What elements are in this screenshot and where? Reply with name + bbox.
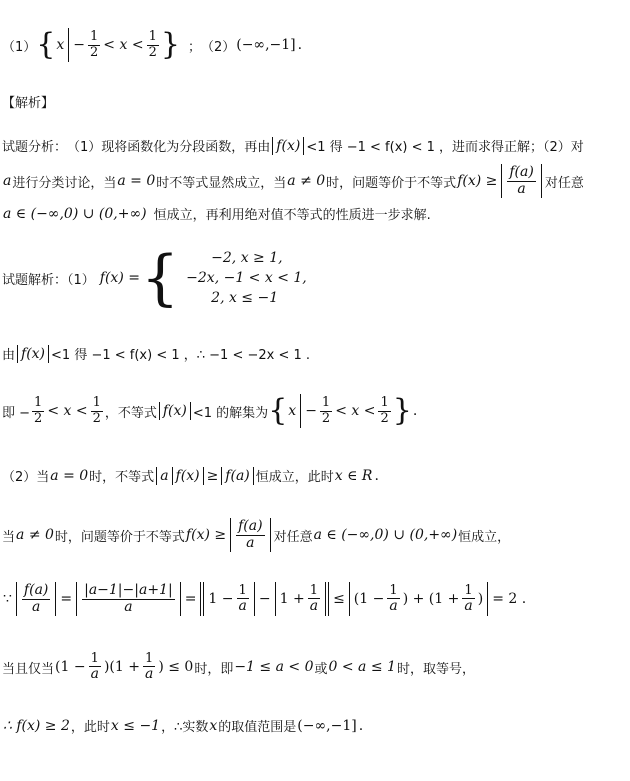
abs-bar bbox=[203, 582, 204, 616]
text: 时，问题等价于不等式 bbox=[54, 529, 185, 545]
half-fraction: $\frac{1}{2}$ bbox=[380, 395, 389, 426]
abs-bar bbox=[55, 582, 56, 616]
abs-bar bbox=[156, 467, 157, 485]
answer-part2-label: （2） bbox=[200, 39, 236, 55]
term: ) + (1 + bbox=[402, 591, 460, 607]
abs-bar bbox=[16, 582, 17, 616]
math: x ∈ R bbox=[334, 467, 373, 484]
math: 0 < a ≤ 1 bbox=[328, 659, 396, 676]
set-var: x bbox=[56, 37, 65, 53]
one-over-a: $\frac{1}{a}$ bbox=[464, 582, 473, 614]
minus: − bbox=[305, 403, 317, 419]
fa: f(a) bbox=[225, 467, 250, 484]
math: a ≠ 0 bbox=[16, 527, 54, 543]
abs-bar bbox=[76, 582, 77, 616]
var-a: a bbox=[160, 467, 169, 484]
text: 时，不等式 bbox=[89, 470, 155, 485]
analysis-line-2 bbox=[2, 164, 584, 198]
text: 时，问题等价于不等式 bbox=[326, 175, 457, 191]
abs-bar bbox=[221, 467, 222, 485]
solution-line-6 bbox=[2, 582, 527, 616]
abs-bar bbox=[487, 582, 488, 616]
half-fraction: $\frac{1}{2}$ bbox=[90, 29, 99, 60]
piecewise-cases bbox=[185, 248, 308, 308]
set-bar bbox=[300, 394, 301, 428]
interval: (−∞,−1] bbox=[297, 717, 357, 734]
section-title: 【解析】 bbox=[2, 96, 55, 111]
text: ，不等式 bbox=[104, 405, 157, 421]
abs-bar bbox=[501, 164, 502, 198]
term: 1 + bbox=[279, 591, 305, 607]
one-over-a: $\frac{1}{a}$ bbox=[90, 651, 99, 683]
var-a: a bbox=[3, 173, 12, 189]
math: a ≠ 0 bbox=[287, 173, 326, 189]
solution-line-5 bbox=[2, 518, 510, 552]
case-2: −2x, −1 < x < 1, bbox=[186, 270, 307, 286]
solution-line-7 bbox=[2, 652, 475, 683]
abs-bar bbox=[203, 467, 204, 485]
ge: ≥ bbox=[206, 467, 219, 484]
term: )(1 + bbox=[103, 659, 140, 676]
solution-label: 试题解析：（1） bbox=[2, 272, 95, 288]
abs-bar bbox=[275, 582, 276, 616]
abs-bar bbox=[48, 345, 49, 363]
le: ≤ bbox=[333, 591, 345, 607]
abs-bar bbox=[328, 582, 329, 616]
term: 1 − bbox=[208, 591, 234, 607]
case-3: 2, x ≤ −1 bbox=[211, 290, 279, 306]
abs-bar bbox=[270, 518, 271, 552]
analysis-label: 试题分析： bbox=[2, 140, 68, 155]
minus-sign: − bbox=[73, 37, 86, 53]
text: 时，即 bbox=[194, 661, 234, 677]
left-brace: { bbox=[268, 393, 288, 428]
fx-def: f(x) = bbox=[99, 270, 140, 286]
paren: ) bbox=[477, 591, 484, 607]
solution-line-2 bbox=[2, 344, 310, 363]
abs-bar bbox=[325, 582, 326, 616]
one-over-a: $\frac{1}{a}$ bbox=[238, 582, 247, 614]
text: 进行分类讨论，当 bbox=[12, 175, 117, 191]
period: . bbox=[358, 717, 364, 734]
set-bar bbox=[68, 28, 69, 62]
set-var: x bbox=[288, 403, 297, 419]
abs-bar bbox=[17, 345, 18, 363]
half-fraction: $\frac{1}{2}$ bbox=[34, 395, 43, 426]
fx: f(x) bbox=[175, 467, 200, 484]
math: a = 0 bbox=[50, 467, 89, 484]
diff-fraction: $\frac{|a-1|-|a+1|}{a}$ bbox=[84, 582, 173, 615]
fx: f(x) bbox=[21, 345, 46, 362]
right-brace: } bbox=[392, 393, 412, 428]
answer-line bbox=[2, 28, 303, 62]
abs-bar bbox=[541, 164, 542, 198]
abs-bar bbox=[303, 137, 304, 155]
solution-line-3 bbox=[2, 394, 418, 428]
text: 时不等式显然成立，当 bbox=[156, 175, 287, 191]
result: = 2 . bbox=[492, 591, 527, 607]
text: <1 的解集为 bbox=[192, 405, 269, 421]
text: （2）当 bbox=[2, 470, 50, 485]
abs-bar bbox=[200, 582, 201, 616]
fa-over-a: $\frac{f(a)}{a}$ bbox=[509, 164, 534, 197]
term: ) ≤ 0 bbox=[158, 659, 194, 676]
var-x: x bbox=[209, 717, 218, 734]
math: f(x) ≥ bbox=[185, 527, 227, 543]
math: a = 0 bbox=[117, 173, 156, 189]
text: 恒成立，再利用绝对值不等式的性质进一步求解. bbox=[153, 208, 431, 223]
eq: = bbox=[184, 591, 197, 607]
one-over-a: $\frac{1}{a}$ bbox=[144, 651, 154, 683]
text: <1 得 −1 < f(x) < 1 ，进而求得正解；（2）对 bbox=[306, 140, 584, 155]
because: ∵ bbox=[3, 591, 12, 607]
solution-line-8 bbox=[2, 716, 364, 735]
period: . bbox=[297, 37, 303, 53]
solution-line-4 bbox=[2, 466, 380, 485]
text: 对任意 bbox=[544, 175, 584, 191]
abs-bar bbox=[254, 582, 255, 616]
case-1: −2, x ≥ 1, bbox=[211, 250, 283, 266]
text: （1）现将函数化为分段函数，再由 bbox=[67, 140, 271, 155]
abs-bar bbox=[159, 402, 160, 420]
abs-bar bbox=[172, 467, 173, 485]
fx: f(x) bbox=[276, 137, 301, 154]
half-fraction: $\frac{1}{2}$ bbox=[321, 395, 331, 426]
text: 的取值范围是 bbox=[218, 720, 297, 735]
piecewise-brace: { bbox=[140, 243, 180, 313]
term: (1 − bbox=[353, 591, 385, 607]
period: . bbox=[374, 467, 379, 484]
fa-over-a: $\frac{f(a)}{a}$ bbox=[23, 582, 49, 615]
period: . bbox=[412, 403, 418, 419]
text: 恒成立，此时 bbox=[255, 470, 334, 485]
text: 对任意 bbox=[273, 529, 313, 545]
minus: − bbox=[258, 591, 271, 607]
text: 或 bbox=[314, 661, 328, 677]
term: (1 − bbox=[55, 659, 86, 676]
abs-bar bbox=[190, 402, 191, 420]
abs-bar bbox=[180, 582, 181, 616]
fa-over-a: $\frac{f(a)}{a}$ bbox=[238, 518, 263, 551]
math: x ≤ −1 bbox=[110, 717, 161, 734]
text: ，此时 bbox=[70, 720, 110, 735]
math: ∴ f(x) ≥ 2 bbox=[3, 717, 70, 734]
math: a ∈ (−∞,0) ∪ (0,+∞) bbox=[3, 205, 147, 222]
analysis-line-3 bbox=[2, 204, 431, 223]
half-fraction-2: $\frac{1}{2}$ bbox=[148, 29, 157, 60]
abs-bar bbox=[272, 137, 273, 155]
one-over-a: $\frac{1}{a}$ bbox=[309, 582, 319, 614]
math: < x < bbox=[335, 403, 376, 419]
text: 即 − bbox=[2, 405, 31, 421]
text: <1 得 −1 < f(x) < 1 ，∴ −1 < −2x < 1 . bbox=[51, 348, 311, 363]
math: a ∈ (−∞,0) ∪ (0,+∞) bbox=[313, 527, 458, 543]
right-brace: } bbox=[160, 27, 180, 62]
math: f(x) ≥ bbox=[457, 173, 498, 189]
math: < x < bbox=[47, 403, 88, 419]
one-over-a: $\frac{1}{a}$ bbox=[389, 582, 398, 614]
abs-bar bbox=[349, 582, 350, 616]
fx: f(x) bbox=[162, 403, 187, 419]
text: 当且仅当 bbox=[2, 661, 55, 677]
solution-line-1 bbox=[2, 243, 308, 313]
text: 恒成立， bbox=[458, 529, 511, 545]
answer-interval: (−∞,−1] bbox=[236, 37, 296, 53]
text: 时，取等号， bbox=[396, 661, 475, 677]
half-fraction: $\frac{1}{2}$ bbox=[92, 395, 101, 426]
text: 由 bbox=[2, 348, 16, 363]
abs-bar bbox=[230, 518, 231, 552]
analysis-line-1 bbox=[2, 136, 584, 155]
answer-part1-label: （1） bbox=[2, 39, 37, 55]
left-brace: { bbox=[36, 27, 56, 62]
inequality: < x < bbox=[103, 37, 144, 53]
abs-bar bbox=[253, 467, 254, 485]
eq: = bbox=[60, 591, 73, 607]
math: −1 ≤ a < 0 bbox=[234, 659, 314, 676]
separator: ； bbox=[187, 39, 201, 55]
text: 当 bbox=[2, 529, 16, 545]
text: ，∴实数 bbox=[161, 720, 209, 735]
